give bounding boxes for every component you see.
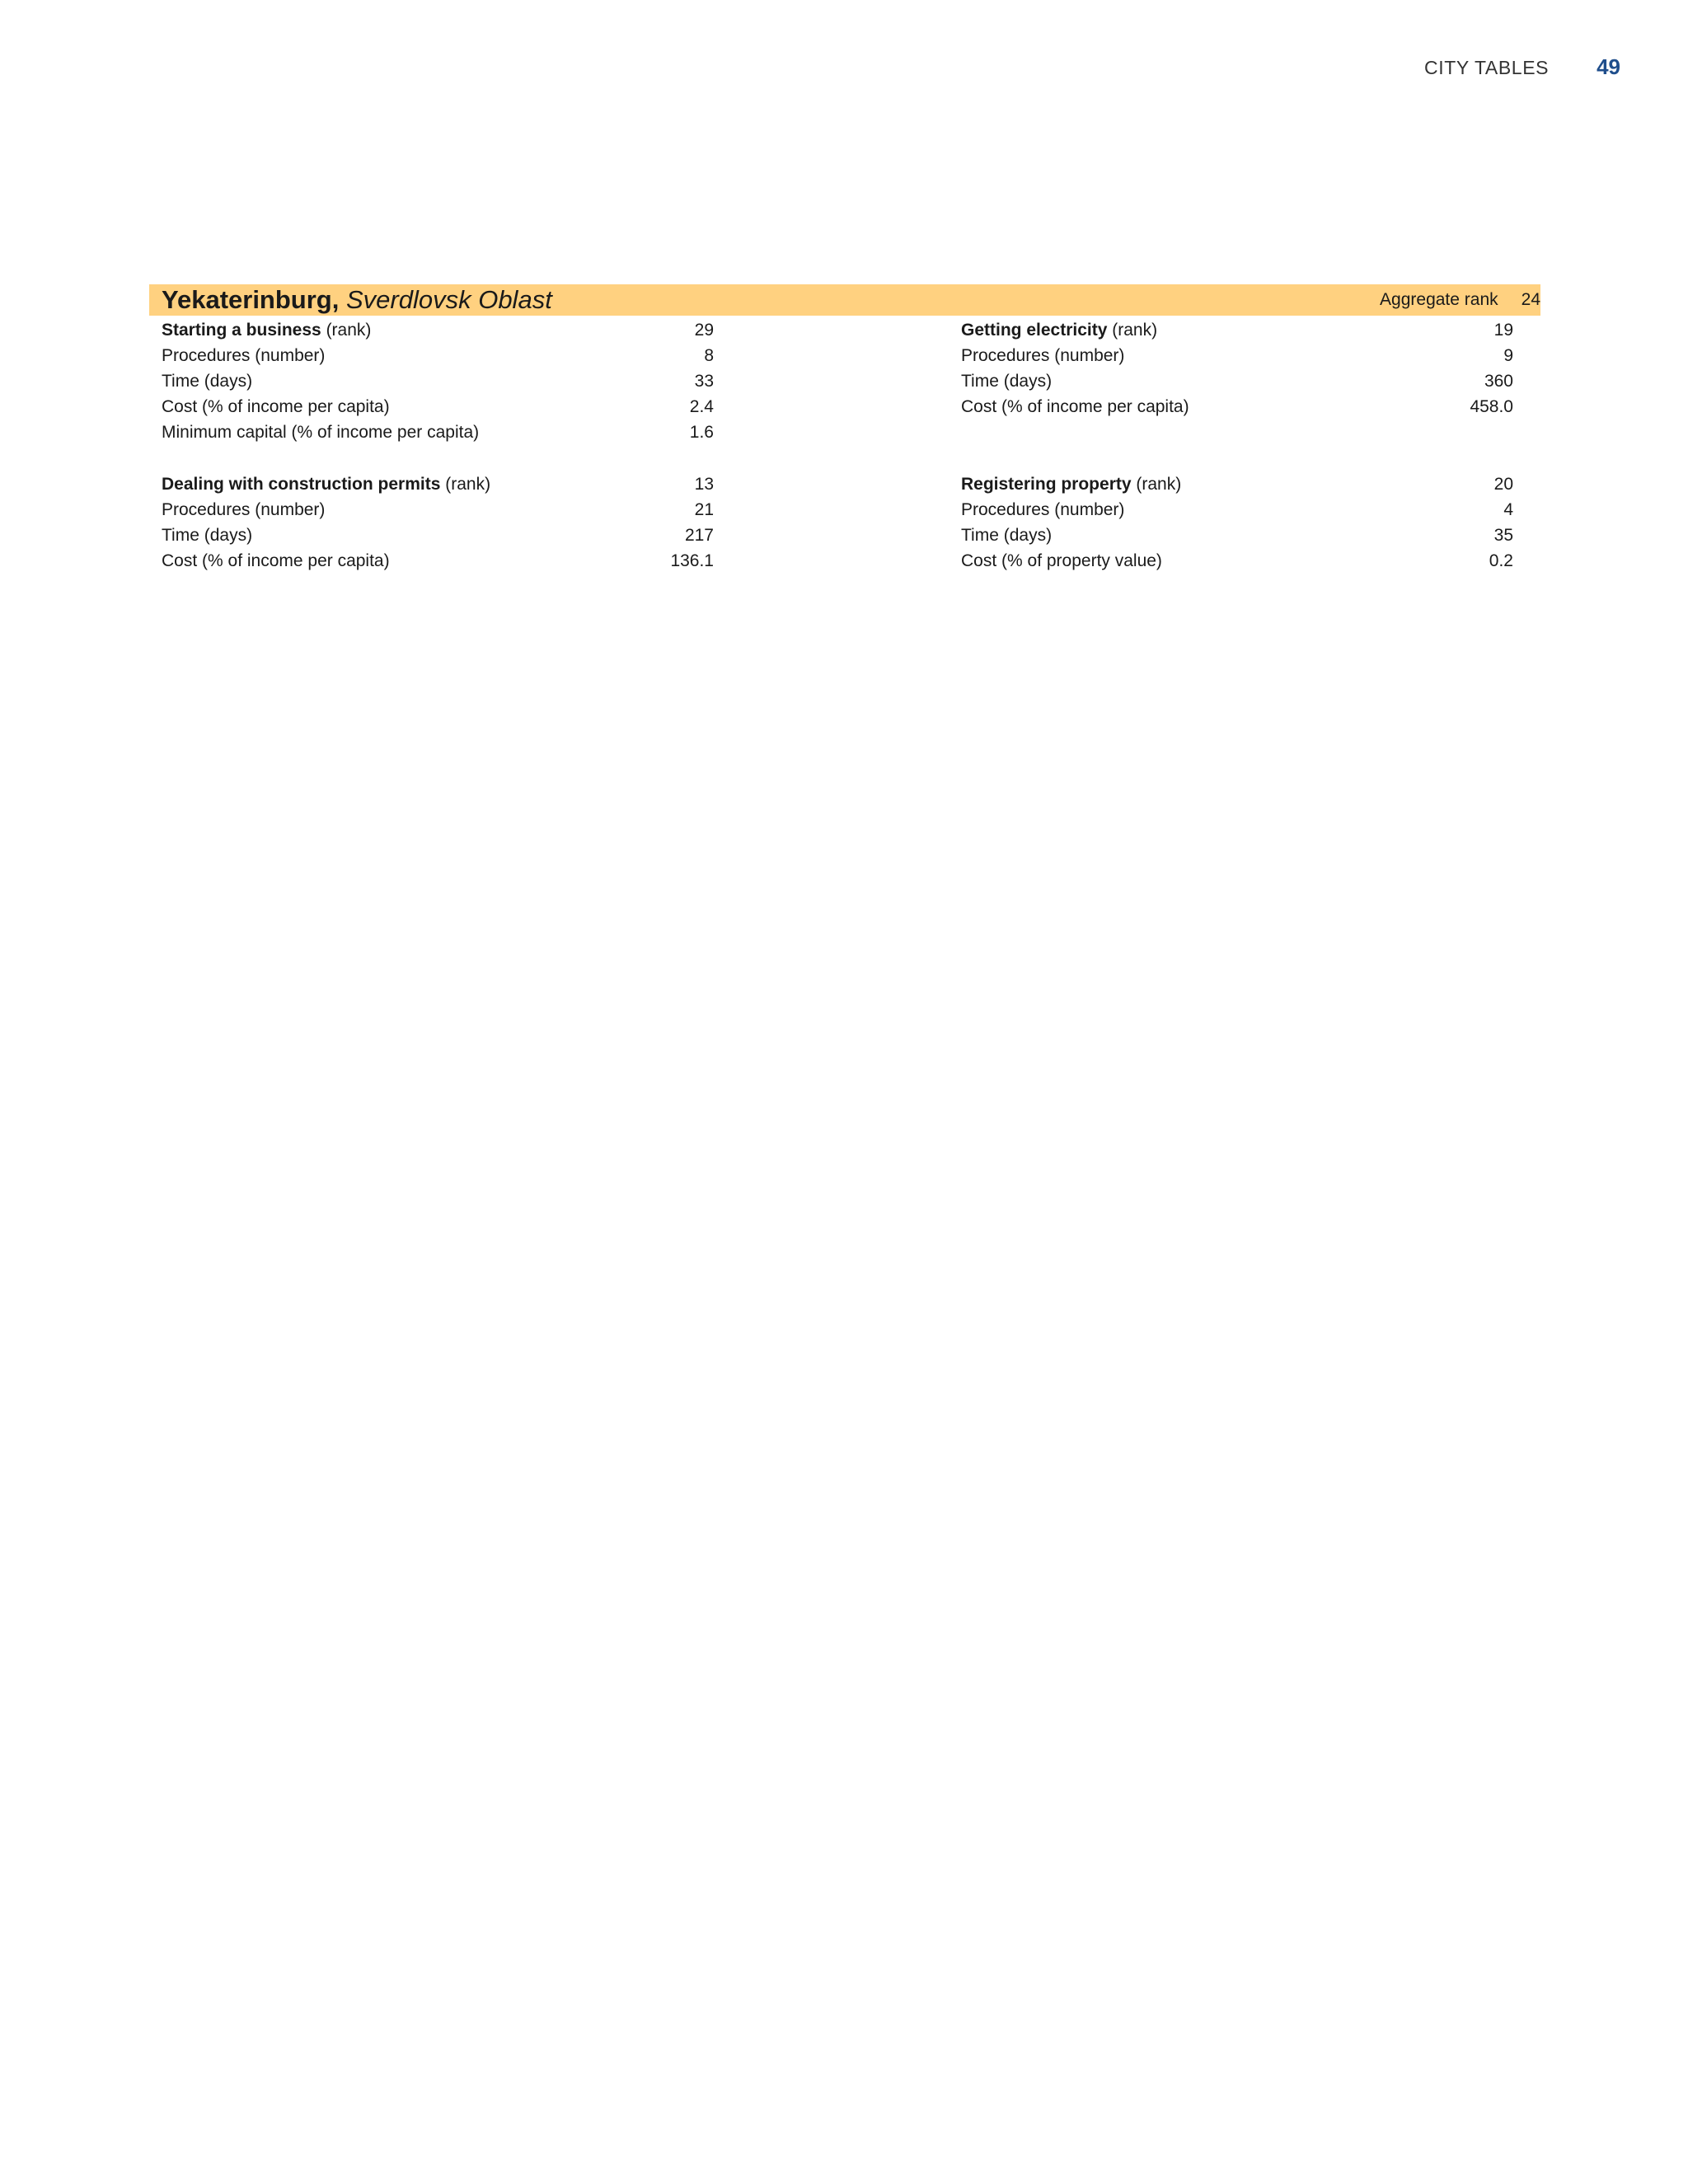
indicator-rank: 29 [694, 321, 714, 340]
city-title [162, 284, 552, 316]
indicator-starting-business [162, 317, 714, 445]
indicator-title-suffix: (rank) [326, 321, 372, 340]
row-value: 458.0 [1470, 397, 1513, 416]
row-label: Time (days) [162, 372, 253, 391]
row-label: Time (days) [961, 372, 1053, 391]
row-value: 21 [694, 500, 714, 519]
row-label: Minimum capital (% of income per capita) [162, 423, 480, 442]
indicator-rank: 19 [1493, 321, 1513, 340]
row-value: 33 [694, 372, 714, 391]
indicator-construction-permits [162, 471, 714, 574]
table-row [162, 497, 714, 523]
indicator-title-suffix: (rank) [445, 475, 491, 494]
row-value: 4 [1503, 500, 1513, 519]
table-row [961, 497, 1513, 523]
indicator-heading-row [961, 317, 1513, 343]
indicator-title: Dealing with construction permits [162, 475, 441, 494]
row-label: Cost (% of income per capita) [162, 551, 390, 570]
city-table [149, 284, 1540, 574]
row-label: Procedures (number) [162, 500, 326, 519]
table-row [162, 394, 714, 419]
column-gap [714, 445, 961, 574]
aggregate-rank [1380, 290, 1540, 310]
indicator-getting-electricity [961, 317, 1513, 445]
table-row [162, 368, 714, 394]
column-gap [714, 317, 961, 445]
indicator-heading-row [162, 471, 714, 497]
row-value: 2.4 [689, 397, 714, 416]
row-value: 0.2 [1489, 551, 1513, 570]
table-row [961, 368, 1513, 394]
row-label: Time (days) [162, 526, 253, 545]
aggregate-rank-value: 24 [1521, 290, 1540, 309]
row-label: Procedures (number) [961, 500, 1125, 519]
row-value: 9 [1503, 346, 1513, 365]
row-label: Time (days) [961, 526, 1053, 545]
indicator-rank: 13 [694, 475, 714, 494]
indicator-rank: 20 [1493, 475, 1513, 494]
indicator-title-suffix: (rank) [1112, 321, 1158, 340]
row-value: 8 [704, 346, 714, 365]
indicator-title-suffix: (rank) [1136, 475, 1182, 494]
row-label: Procedures (number) [162, 346, 326, 365]
row-value: 1.6 [689, 423, 714, 442]
indicator-heading-row [961, 471, 1513, 497]
indicator-title: Getting electricity [961, 321, 1108, 340]
indicator-heading-row [162, 317, 714, 343]
city-header [149, 284, 1540, 316]
row-label: Cost (% of income per capita) [162, 397, 390, 416]
row-label: Cost (% of property value) [961, 551, 1162, 570]
page-number: 49 [1597, 54, 1620, 79]
indicator-registering-property [961, 471, 1513, 574]
row-label: Procedures (number) [961, 346, 1125, 365]
city-name: Yekaterinburg, [162, 285, 340, 314]
row-label: Cost (% of income per capita) [961, 397, 1189, 416]
row-value: 217 [684, 526, 714, 545]
table-row [162, 548, 714, 574]
table-row [961, 394, 1513, 419]
row-value: 35 [1493, 526, 1513, 545]
table-row [162, 419, 714, 445]
indicator-title: Starting a business [162, 321, 321, 340]
table-row [961, 548, 1513, 574]
row-value: 136.1 [670, 551, 714, 570]
section-label: CITY TABLES [1424, 57, 1550, 78]
indicator-title: Registering property [961, 475, 1132, 494]
region-name: Sverdlovsk Oblast [345, 285, 552, 314]
table-row [162, 343, 714, 368]
running-head [1424, 54, 1620, 80]
table-row [162, 523, 714, 548]
table-row [961, 343, 1513, 368]
table-row [961, 523, 1513, 548]
row-value: 360 [1484, 372, 1513, 391]
indicator-grid [149, 316, 1540, 574]
aggregate-rank-label: Aggregate rank [1380, 290, 1498, 309]
